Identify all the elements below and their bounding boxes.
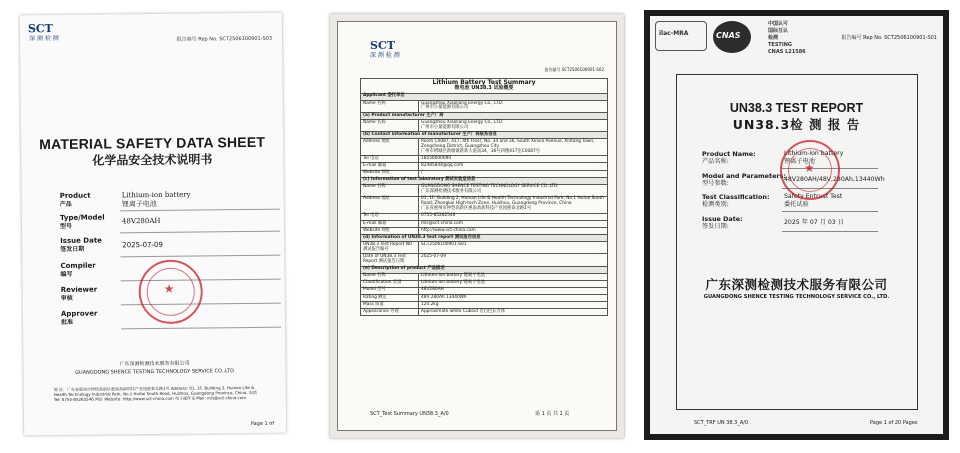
organization-name-en: GUANGDONG SHENCE TESTING TECHNOLOGY SERVICE CO., LTD. <box>703 294 890 300</box>
summary-key-cell: UN38.3 Test Report NO 测试报告编号 <box>361 242 419 254</box>
field-value-cn: 委托试验 <box>784 201 809 208</box>
summary-data-row <box>361 295 608 302</box>
accreditation-line: 中国认可 <box>768 21 789 27</box>
summary-value-cell <box>419 196 608 213</box>
report-number: 报告编号 SCT2506100901-S02 <box>544 67 604 72</box>
company-name-cn: 广东深测检测技术服务有限公司 <box>119 360 190 368</box>
summary-value: Room C0087, 417, 4th Floor, No. 34 and 36, South Xinxin Avenue, Xintang Town, Zengcheng District, Guangzhou City <box>421 138 595 149</box>
company-address: 地 址：广东省惠州市仲恺高新区惠南高新科技产业园惠泰北路1号 Address: 01, 1F, Building 2, Huinan Lite & Health Technology Industrial Park, No.1 Huitai South Road, Huizhou, Guangdong Province, China. 电话 Tel: 0755-85262546 网址 Website: http://www.sct-china.com 电子邮件 E-Mail: mls@sct-china.com <box>53 384 257 403</box>
summary-key-cell: Name 名称 <box>361 120 419 132</box>
summary-value-cell <box>419 163 608 170</box>
summary-section-heading: (b) Contact information of manufacturer 生产厂商联系信息 <box>361 132 608 139</box>
summary-key-cell: Date of UN38.3 Test Report 测试报告日期 <box>361 254 419 266</box>
field-label: Product <box>59 191 91 200</box>
summary-section-heading: (c) Information of test laboratory 测试实验室信息 <box>361 177 608 184</box>
summary-value-cn: 广州市小量能源有限公司 <box>421 105 469 111</box>
field-label-cn: 型号参数: <box>702 180 729 187</box>
field-label: Type/Model <box>59 213 105 222</box>
report-title: UN38.3 TEST REPORT <box>729 101 864 115</box>
field-value: Lithium-ion battery <box>121 190 191 200</box>
accreditation-line: TESTING <box>768 42 792 48</box>
summary-value: Guangzhou Xiaoliang Energy Co., LTD. <box>421 100 504 106</box>
field-value: 2025-07-09 <box>122 240 163 250</box>
summary-value: 82485844@qq.com <box>421 163 464 169</box>
summary-title-cell <box>361 79 608 94</box>
summary-key-cell: Mass 质量 <box>361 302 419 309</box>
summary-value-cell <box>419 184 608 196</box>
field-label: Issue Date: <box>702 215 743 223</box>
summary-value: 0755-85262546 <box>421 213 456 219</box>
report-footer-right: Page 1 of 20 Pages <box>870 420 918 426</box>
summary-value: http://www.sct-china.com <box>421 227 476 233</box>
summary-value: 2025-07-09 <box>421 254 446 260</box>
summary-value-cn: 广东深测检测技术服务有限公司 <box>421 189 482 195</box>
summary-footer-right: 第 1 页 共 1 页 <box>535 411 570 417</box>
summary-key-cell: Rating 额定 <box>361 295 419 302</box>
summary-value: SCT2506100901-S01 <box>421 241 467 247</box>
field-label: Issue Date <box>60 236 102 245</box>
summary-data-row <box>361 254 608 266</box>
field-value: 2025 年 07 月 03 日 <box>784 219 844 226</box>
summary-data-row <box>361 156 608 163</box>
summary-value-cn: 广州市增城区新塘镇新新大道南34、36号四楼417室C0087号 <box>421 148 541 154</box>
field-label-cn: 签发日期: <box>702 223 729 230</box>
field-label-cn: 签发日期 <box>60 245 85 253</box>
report-number: 报告编号 Rep No. SCT2506100901-S01 <box>841 35 937 41</box>
field-underline <box>120 231 280 234</box>
report-number: 报告编号 Rep No. SCT2506100901-S03 <box>176 35 273 43</box>
accreditation-line: 检测 <box>768 35 779 41</box>
seal-star-icon: ★ <box>804 161 815 175</box>
field-label-cn: 审核 <box>60 294 73 302</box>
field-underline <box>120 255 280 258</box>
summary-data-row <box>361 287 608 294</box>
summary-key-cell: Tel 电话 <box>361 156 419 163</box>
document-title: MATERIAL SAFETY DATA SHEET <box>39 133 266 153</box>
summary-key-cell: Name 名称 <box>361 184 419 196</box>
sct-logo-subtitle: 深 测 检 测 <box>370 52 400 59</box>
summary-key-cell: Tel 电话 <box>361 213 419 220</box>
summary-data-row <box>361 221 608 228</box>
summary-value: Lithium-ion battery 锂离子电池 <box>421 273 486 279</box>
summary-key-cell: Appearance 外观 <box>361 309 419 316</box>
field-label: Compiler <box>60 261 96 270</box>
field-label: Approver <box>60 309 98 318</box>
ilac-logo-text: ilac-MRA <box>659 30 689 37</box>
summary-key-cell: Address 地址 <box>361 139 419 156</box>
field-underline <box>120 209 280 212</box>
summary-section-row <box>361 132 608 139</box>
summary-value-cell <box>419 221 608 228</box>
summary-data-row <box>361 100 608 112</box>
accreditation-line: CNAS L21586 <box>768 49 806 55</box>
test-report-document <box>644 10 949 440</box>
summary-key-cell: E-mail 邮箱 <box>361 221 419 228</box>
summary-section-heading: (d) Information of UN38.3 test report 测试报告信息 <box>361 235 608 242</box>
page-number: Page 1 of <box>250 420 275 427</box>
summary-section-heading: (e) Description of product 产品描述 <box>361 266 608 273</box>
summary-data-row <box>361 163 608 170</box>
summary-value: 120.2kg <box>421 301 439 307</box>
field-value: Lithium-ion battery <box>784 150 844 157</box>
summary-value-cell <box>419 213 608 220</box>
field-label-cn: 批准 <box>60 318 74 326</box>
summary-value-cell <box>419 309 608 316</box>
summary-value-cell <box>419 295 608 302</box>
summary-value-cell <box>419 280 608 287</box>
summary-data-row <box>361 228 608 235</box>
summary-value: 48V280AH <box>421 287 444 293</box>
accreditation-line: 国际互认 <box>768 28 789 34</box>
summary-value-cell <box>419 302 608 309</box>
summary-value-cell <box>419 120 608 132</box>
summary-value-cell <box>419 156 608 163</box>
field-label: Product Name: <box>702 150 756 158</box>
summary-value: Approximate white Cuboid 近白色长方体 <box>421 308 506 314</box>
field-underline <box>782 211 878 212</box>
report-paper <box>650 16 943 434</box>
summary-data-row <box>361 302 608 309</box>
summary-data-row <box>361 184 608 196</box>
cnas-logo-text: CNAS <box>716 31 741 40</box>
summary-value: / <box>421 170 423 176</box>
field-value: Safety Entrust Test <box>784 193 843 200</box>
sct-logo-subtitle: 深 测 检 测 <box>29 34 59 43</box>
summary-data-row <box>361 139 608 156</box>
summary-data-row <box>361 242 608 254</box>
summary-value: 18556600090 <box>421 155 452 161</box>
sct-logo: SCT <box>370 39 395 52</box>
document-title-cn: 化学品安全技术说明书 <box>92 152 213 168</box>
summary-value: Lithium ion battery 锂离子电池 <box>421 280 485 286</box>
summary-key-cell: Name 名称 <box>361 100 419 112</box>
summary-value: GUANGDONG SHENCE TESTING TECHNOLOGY SERVICE CO.,LTD. <box>421 184 559 190</box>
field-label-cn: 产品 <box>59 200 72 208</box>
summary-data-row <box>361 280 608 287</box>
organization-name-cn: 广东深测检测技术服务有限公司 <box>705 277 888 292</box>
summary-value: Guangzhou Xiaoliang Energy Co., LTD. <box>421 119 504 125</box>
summary-key-cell: Website 网址 <box>361 228 419 235</box>
field-underline <box>782 231 878 232</box>
summary-key-cell: Name 名称 <box>361 273 419 280</box>
summary-value-cn: 广东省惠州市仲恺高新区惠南高新科技产业园惠泰北路1号 <box>421 206 532 212</box>
summary-key-cell: Model 型号 <box>361 287 419 294</box>
msds-document <box>20 13 286 436</box>
summary-key-cell: Address 地址 <box>361 196 419 213</box>
summary-key-cell: Classification 类别 <box>361 280 419 287</box>
seal-star-icon: ★ <box>163 281 175 296</box>
summary-section-row <box>361 93 608 100</box>
summary-value: 01, 1F, Building 2, Huinan Life & Health Technology Industrial Park, No.1 Huitai South Road, Zhongkai High-tech Zone, Huizhou, Guangdong Province, China <box>421 196 605 207</box>
field-value: 48V280AH <box>121 216 161 226</box>
summary-title-cn: 锂电池 UN38.3 试验概要 <box>454 85 514 92</box>
summary-value-cell <box>419 242 608 254</box>
summary-value-cell <box>419 100 608 112</box>
summary-section-row <box>361 235 608 242</box>
sct-logo: SCT <box>27 22 53 36</box>
summary-section-heading: (a) Product manufacturer 生产厂商 <box>361 113 608 120</box>
summary-section-heading: Applicant 委托单位 <box>361 93 608 100</box>
summary-footer-left: SCT_Test Summary UN38.3_A/0 <box>370 411 449 417</box>
summary-data-row <box>361 120 608 132</box>
summary-value-cn: 广州市小量能源有限公司 <box>421 124 469 130</box>
field-label: Test Classification: <box>702 193 770 201</box>
field-label-cn: 检测类别: <box>702 201 729 208</box>
summary-section-row <box>361 113 608 120</box>
field-label-cn: 编写 <box>60 270 73 278</box>
field-label: Model and Parameters: <box>702 172 786 180</box>
summary-key-cell: E-mail 邮箱 <box>361 163 419 170</box>
field-value: 48V280AH/48V,280Ah,13440Wh <box>784 176 885 183</box>
summary-value-cell <box>419 139 608 156</box>
field-label-cn: 型号 <box>59 222 73 230</box>
summary-value-cell <box>419 254 608 266</box>
test-summary-document <box>330 14 624 438</box>
summary-data-row <box>361 196 608 213</box>
field-value-cn: 锂离子电池 <box>784 158 815 165</box>
summary-value: mls@sct-china.com <box>421 220 463 226</box>
summary-data-row <box>361 213 608 220</box>
report-title-cn: UN38.3检 测 报 告 <box>732 117 861 132</box>
field-label: Reviewer <box>60 285 98 294</box>
summary-value-cell <box>419 228 608 235</box>
summary-data-row <box>361 309 608 316</box>
field-label-cn: 产品名称: <box>702 158 729 165</box>
company-name-en: GUANGDONG SHENCE TESTING TECHNOLOGY SERVICE CO.,LTD <box>75 368 234 376</box>
field-value-cn: 锂离子电池 <box>121 199 157 209</box>
summary-value-cell <box>419 287 608 294</box>
summary-value: 48V 280Ah 13440Wh <box>421 294 467 300</box>
report-footer-left: SCT_TRF UN 38.3_A/0 <box>694 420 749 426</box>
summary-title: Lithium Battery Test Summary <box>432 78 536 86</box>
summary-table <box>360 78 608 316</box>
summary-key-cell: Website 网址 <box>361 170 419 177</box>
field-underline <box>121 327 281 330</box>
